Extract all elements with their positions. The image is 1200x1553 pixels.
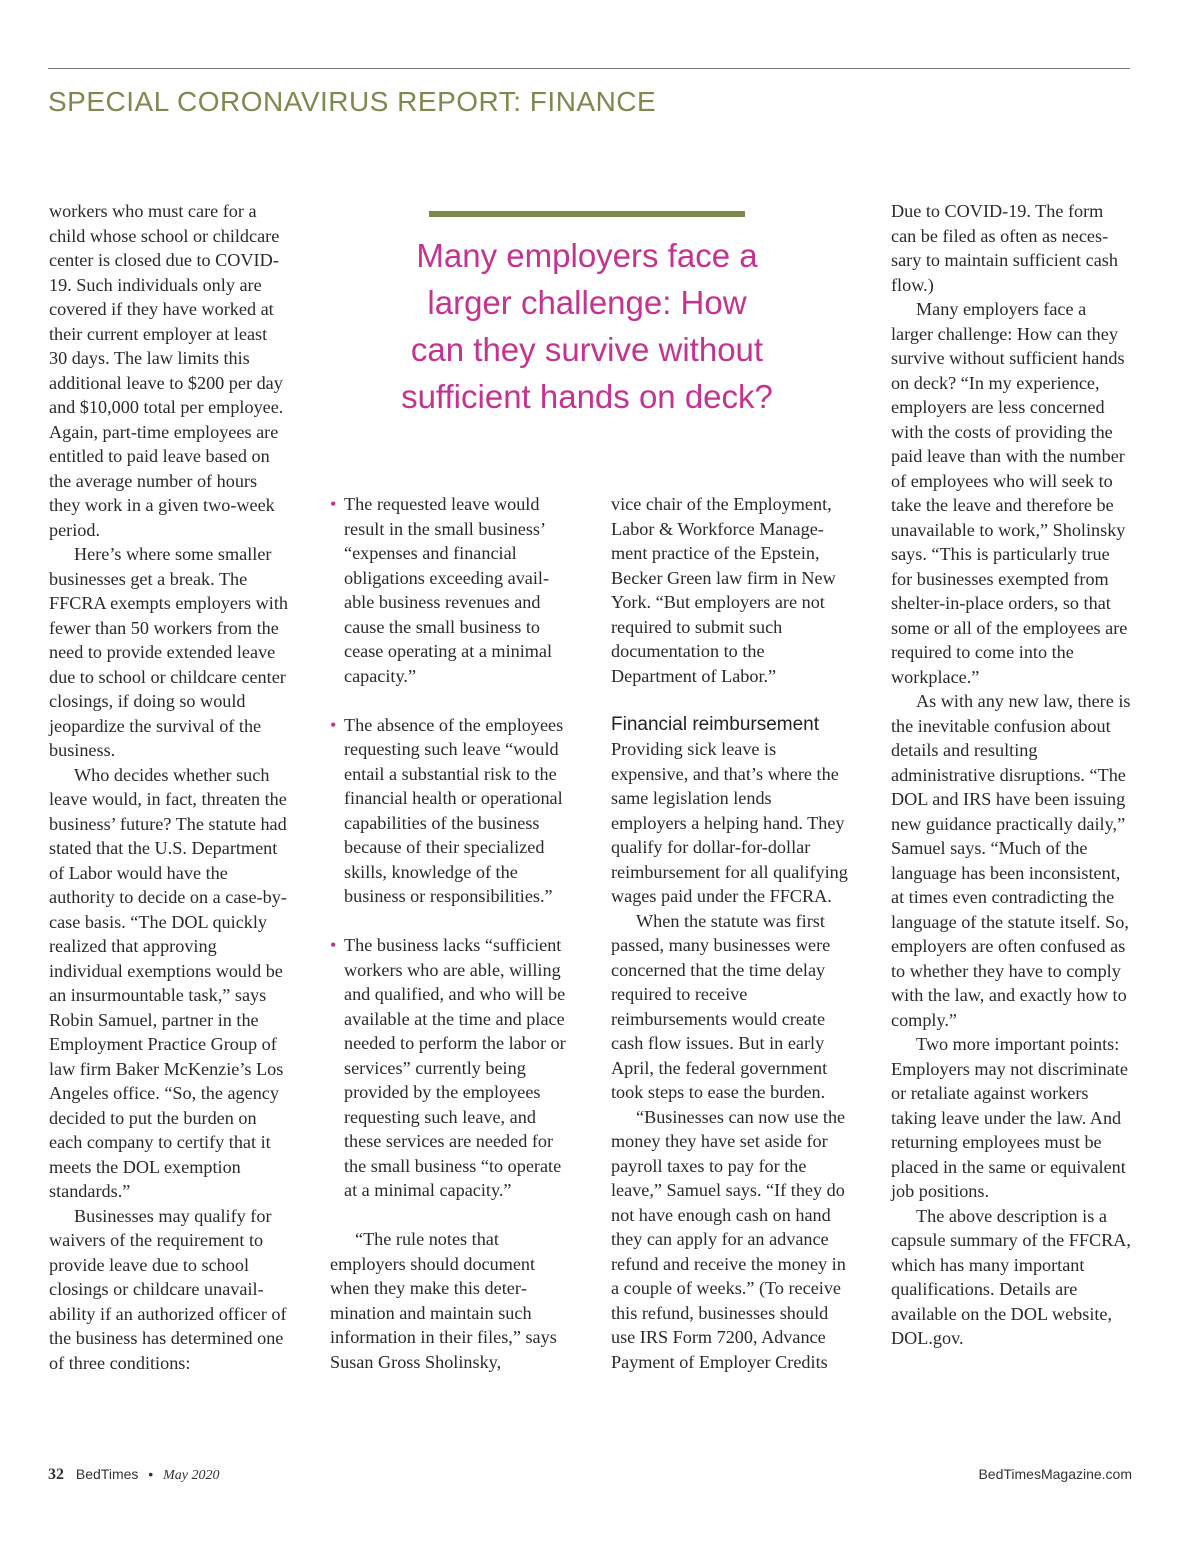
- pullquote: Many employers face a larger challenge: How can they survive without sufficient hands on deck?: [401, 237, 773, 415]
- pullquote-rule: [429, 211, 745, 217]
- paragraph: Due to COVID-19. The form can be filed as often as necessary to maintain sufficient cash flow.): [891, 201, 1118, 295]
- section-title: SPECIAL CORONAVIRUS REPORT: FINANCE: [48, 86, 657, 117]
- paragraph: As with any new law, there is the inevitable confusion about details and resulting administrative disruptions. “The DOL and IRS have been issuing new guidance practically daily,” Samuel says. “Much of the language has been inconsistent, at times even contradicting the language of the statute itself. So, employers are often confused as to whether they have to comply with the law, and exactly how to comply.”: [891, 691, 1131, 1030]
- footer-separator: •: [148, 1466, 154, 1482]
- bullet-dot-icon: •: [330, 935, 337, 955]
- bullet-dot-icon: •: [330, 714, 337, 735]
- paragraph: Providing sick leave is expensive, and that’s where the same legislation lends employers a helping hand. They qualify for dollar-for-dollar reimbursement for all qualifying wages paid under the FFCRA.: [611, 739, 848, 906]
- issue-date: May 2020: [163, 1468, 220, 1483]
- bullet-dot-icon: •: [330, 494, 337, 514]
- footer-left: [48, 1466, 219, 1484]
- bullet-item: • The requested leave would result in the small business’ “expenses and financial obligations exceeding available business revenues and cause the small business to cease operating at a minimal capacity.”: [330, 494, 553, 686]
- paragraph: vice chair of the Employment, Labor & Workforce Management practice of the Epstein, Becker Green law firm in New York. “But employers are not required to submit such documentation to the Department of Labor.”: [611, 494, 836, 686]
- top-rule: [48, 68, 1130, 69]
- column-4: [891, 199, 1131, 1351]
- subhead-financial-reimbursement: Financial reimbursement: [611, 713, 820, 735]
- paragraph: “The rule notes that employers should document when they make this determination and maintain such information in their files,” says Susan Gross Sholinsky,: [330, 1229, 557, 1372]
- bullet-item: • The absence of the employees requesting such leave “would entail a substantial risk to the financial health or operational capabilities of the business because of their specialized skills, knowledge of the business or responsibilities.”: [330, 714, 564, 906]
- paragraph: Here’s where some smaller businesses get a break. The FFCRA exempts employers with fewer than 50 workers from the need to provide extended leave due to school or childcare center closings, if doing so would jeopardize the survival of the business.: [49, 544, 288, 760]
- paragraph: “Businesses can now use the money they have set aside for payroll taxes to pay for the leave,” Samuel says. “If they do not have enough cash on hand they can apply for an advance refund and receive the money in a couple of weeks.” (To receive this refund, businesses should use IRS Form 7200, Advance Payment of Employer Credits: [611, 1106, 846, 1372]
- paragraph: When the statute was first passed, many businesses were concerned that the time delay required to receive reimbursements would create cash flow issues. But in early April, the federal government took steps to ease the burden.: [611, 910, 831, 1102]
- column-1: [49, 199, 289, 1375]
- paragraph: The above description is a capsule summary of the FFCRA, which has many important qualifications. Details are available on the DOL website, DOL.gov.: [891, 1205, 1131, 1348]
- column-3: [611, 492, 851, 1374]
- paragraph: Two more important points: Employers may not discriminate or retaliate against workers taking leave under the law. And returning employees must be placed in the same or equivalent job positions.: [891, 1034, 1128, 1201]
- paragraph: Businesses may qualify for waivers of the requirement to provide leave due to school closings or childcare unavailability if an authorized officer of the business has determined one of three conditions:: [49, 1205, 287, 1373]
- page-number: 32: [48, 1466, 64, 1483]
- magazine-name: BedTimes: [75, 1466, 139, 1482]
- column-2: [330, 492, 570, 1374]
- paragraph: Many employers face a larger challenge: How can they survive without sufficient hands on deck? “In my experience, employers are less concerned with the costs of providing the paid leave than with the number of employees who will seek to take the leave and therefore be unavailable to work,” Sholinsky says. “This is particularly true for businesses exempted from shelter-in-place orders, so that some or all of the employees are required to come into the workplace.”: [891, 299, 1128, 687]
- footer-website: BedTimesMagazine.com: [978, 1466, 1132, 1482]
- paragraph: workers who must care for a child whose school or childcare center is closed due to COVID-19. Such individuals only are covered if they have worked at their current employer at least 30 days. The law limits this additional leave to $200 per day and $10,000 total per employee. Again, part-time employees are entitled to paid leave based on the average number of hours they work in a given two-week period.: [49, 201, 284, 540]
- bullet-item: • The business lacks “sufficient workers who are able, willing and qualified, and who will be available at the time and place needed to perform the labor or services” currently being provided by the employees requesting such leave, and these services are needed for the small business “to operate at a minimal capacity.”: [330, 935, 566, 1200]
- paragraph: Who decides whether such leave would, in fact, threaten the business’ future? The statute had stated that the U.S. Department of Labor would have the authority to decide on a case-by-case basis. “The DOL quickly realized that approving individual exemptions would be an insurmountable task,” says Robin Samuel, partner in the Employment Practice Group of law firm Baker McKenzie’s Los Angeles office. “So, the agency decided to put the burden on each company to certify that it meets the DOL exemption standards.”: [49, 764, 287, 1201]
